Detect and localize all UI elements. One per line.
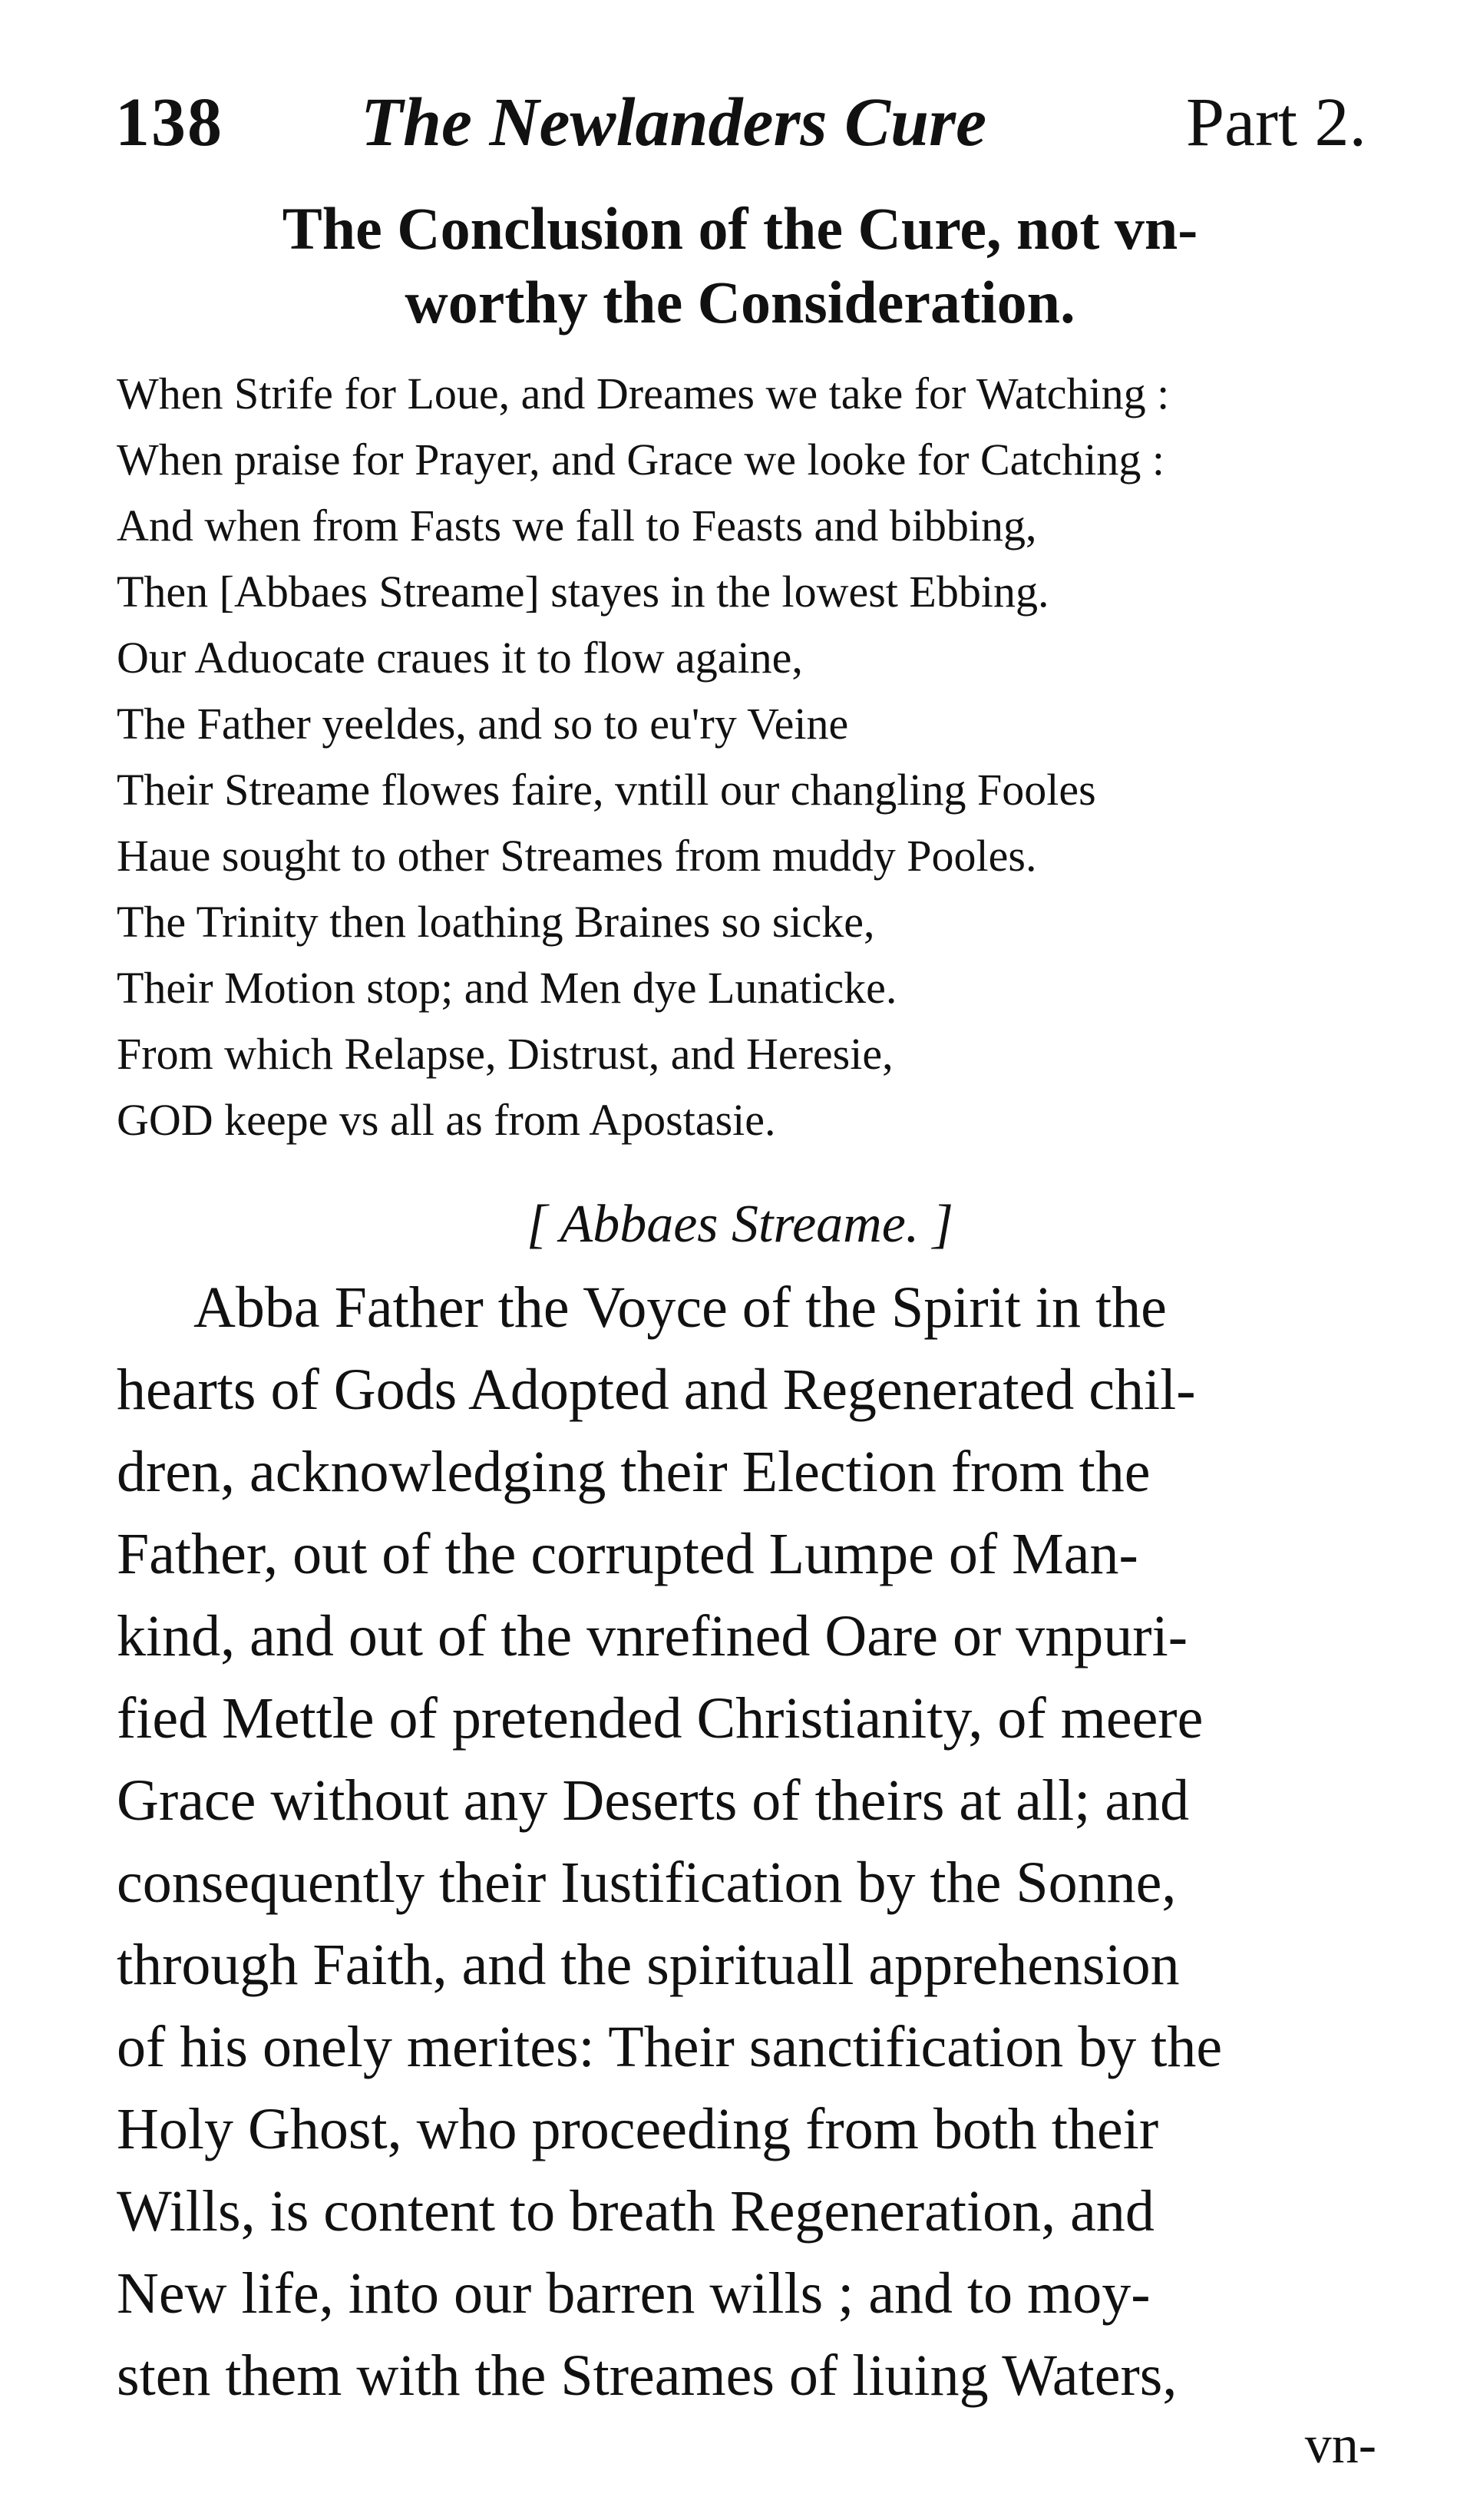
poem-line: When praise for Prayer, and Grace we looke for Catching : (117, 435, 1165, 484)
prose-line: fied Mettle of pretended Christianity, of meere (117, 1686, 1204, 1751)
poem-title-line-2: worthy the Consideration. (405, 269, 1075, 336)
poem-line: Our Aduocate craues it to flow againe, (117, 633, 803, 683)
poem-line: Then [Abbaes Streame] stayes in the lowest Ebbing. (117, 567, 1049, 617)
poem-line: From which Relapse, Distrust, and Heresie, (117, 1029, 894, 1079)
prose-line: Father, out of the corrupted Lumpe of Man- (117, 1522, 1138, 1586)
poem-line: Their Streame flowes faire, vntill our changling Fooles (117, 765, 1096, 815)
prose-line: Wills, is content to breath Regeneration, and (117, 2179, 1155, 2244)
poem-line: GOD keepe vs all as from Apostasie. (117, 1095, 776, 1145)
poem-line: Their Motion stop; and Men dye Lunaticke. (117, 963, 897, 1013)
prose-line: dren, acknowledging their Election from the (117, 1440, 1151, 1504)
prose-line: of his onely merites: Their sanctification by the (117, 2015, 1223, 2079)
part-label: Part 2. (1186, 84, 1366, 160)
running-head (115, 77, 1374, 169)
poem-line: When Strife for Loue, and Dreames we take for Watching : (117, 369, 1170, 418)
poem-title-line-1: The Conclusion of the Cure, not vn- (282, 195, 1198, 262)
poem-line: Haue sought to other Streames from muddy Pooles. (117, 831, 1037, 881)
prose-line: New life, into our barren wills ; and to moy- (117, 2261, 1151, 2326)
prose-paragraph (117, 1267, 1376, 2417)
prose-line: through Faith, and the spirituall apprehension (117, 1933, 1180, 1997)
prose-line: sten them with the Streames of liuing Waters, (117, 2343, 1178, 2408)
prose-line: consequently their Iustification by the Sonne, (117, 1850, 1177, 1915)
poem-line: The Trinity then loathing Braines so sicke, (117, 897, 875, 947)
prose-line: Holy Ghost, who proceeding from both their (117, 2097, 1159, 2161)
poem-line: And when from Fasts we fall to Feasts and bibbing, (117, 501, 1037, 551)
prose-line: kind, and out of the vnrefined Oare or vnpuri- (117, 1604, 1188, 1668)
poem-title (0, 192, 1480, 339)
poem (117, 361, 1422, 1153)
section-heading: [ Abbaes Streame. ] (526, 1195, 954, 1254)
catchword: vn- (1304, 2416, 1376, 2475)
prose-line: hearts of Gods Adopted and Regenerated chil- (117, 1358, 1196, 1422)
prose-line: Grace without any Deserts of theirs at all; and (117, 1768, 1190, 1833)
page-number: 138 (115, 84, 223, 160)
prose-line: Abba Father the Voyce of the Spirit in the (193, 1275, 1167, 1340)
running-title: The Newlanders Cure (361, 84, 987, 160)
poem-line: The Father yeeldes, and so to eu'ry Veine (117, 699, 849, 749)
